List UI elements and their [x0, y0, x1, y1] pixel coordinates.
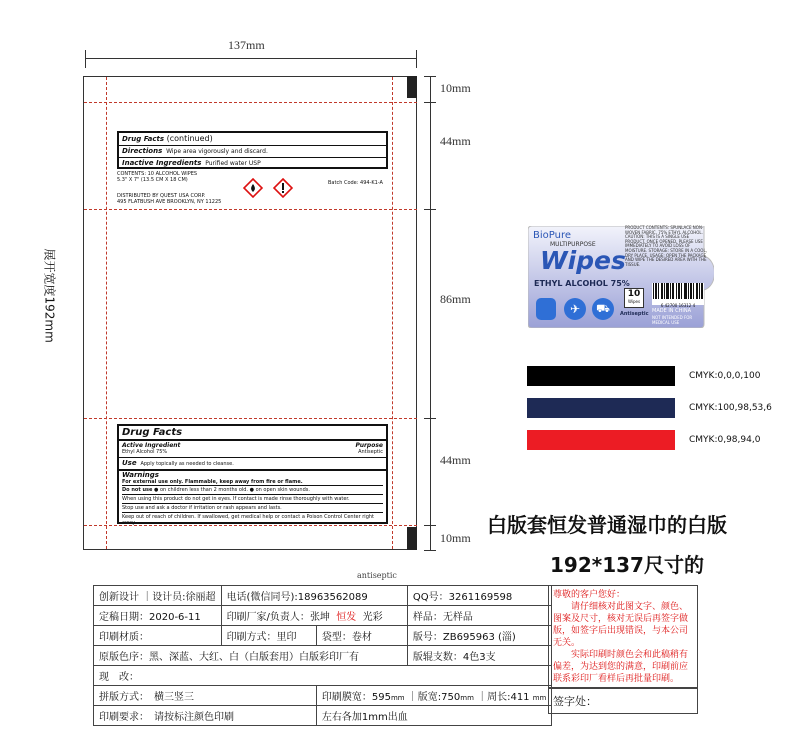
- bag-cell: [316, 626, 407, 646]
- changes-cell: [94, 666, 552, 686]
- label-not-medical: NOT INTENDED FOR MEDICAL USE: [652, 315, 693, 325]
- plane-icon: ✈: [564, 298, 586, 320]
- do-not-use-label: Do not use: [122, 487, 153, 493]
- inactive-label: Inactive Ingredients: [122, 159, 202, 167]
- requirement: 印刷要求： 请按标注颜色印刷: [99, 712, 234, 723]
- changes: 现 改：: [99, 672, 139, 683]
- active-ingredient-text: Ethyl Alcohol 75%: [122, 449, 168, 455]
- printer-label: 印刷厂家/负责人：: [226, 612, 310, 623]
- layout: 拼版方式： 横三竖三: [99, 692, 194, 703]
- spec-table: [93, 585, 552, 726]
- company-cell: 创新设计 ｜设计员:徐丽超: [94, 586, 222, 606]
- segment-tick: [424, 525, 436, 526]
- swatch-label: CMYK:0,98,94,0: [689, 435, 761, 445]
- label-subtitle: MULTIPURPOSE: [550, 241, 596, 248]
- inactive-row: [119, 158, 386, 169]
- plate-cell: [407, 626, 551, 646]
- drug-facts-continued-box: [117, 131, 388, 169]
- printer-name: 张坤: [309, 612, 330, 623]
- dim-tick-right: [416, 50, 417, 68]
- phone: 电话(微信同号):18963562089: [226, 592, 368, 603]
- barcode-number: 6 42700 16312 4: [660, 303, 696, 308]
- fold-line-left: [106, 77, 107, 549]
- swatch-red: [527, 430, 675, 450]
- warnings-section: [119, 471, 386, 527]
- notice-body: 请仔细核对此图文字、颜色、图案及尺寸，核对无误后再签字做版，如签字后出现错误，与本公司无关。: [553, 602, 689, 648]
- distributor-address: 495 FLATBUSH AVE BROOKLYN, NY 11225: [117, 199, 222, 205]
- segment-tick: [424, 209, 436, 210]
- swatch-label: CMYK:100,98,53,6: [689, 403, 772, 413]
- label-antiseptic: Antiseptic: [620, 311, 649, 317]
- color-order: 原版色序：黑、深蓝、大红、白（白版套用）白版彩印厂有: [99, 652, 359, 663]
- drug-facts-heading: Drug Facts: [119, 426, 386, 441]
- segment-tick: [424, 102, 436, 103]
- cart-icon: ⛟: [592, 298, 614, 320]
- distributor-block: [117, 193, 221, 205]
- unit: mm: [532, 694, 547, 702]
- sample-cell: [407, 606, 551, 626]
- use-label: Use: [122, 459, 137, 467]
- width-dimension-line: [85, 58, 416, 59]
- count-number: 10: [627, 289, 641, 299]
- warning-hazard-icon: [273, 178, 293, 198]
- fold-line-right: [392, 77, 393, 549]
- barcode: [652, 283, 704, 308]
- spec-row: [94, 646, 552, 666]
- spec-row: [94, 666, 552, 686]
- when-using-text: When using this product do not get in eyes. If contact is made rinse thoroughly with water.: [122, 495, 383, 504]
- active-ingredient-label: Active Ingredient: [122, 442, 181, 449]
- material: 印刷材质：: [99, 632, 149, 643]
- layout-cell: [94, 686, 317, 706]
- keep-out-text: Keep out of reach of children. If swallowed, get medical help or contact a Poison Control Center right away.: [122, 514, 375, 526]
- label-preview: [528, 226, 714, 328]
- spec-row: [94, 606, 552, 626]
- label-side-text: PRODUCT CONTENTS: SPUNLACE NON-WOVEN FABRIC, 75% ETHYL ALCOHOL. CAUTION: THIS IS A SINGLE USE PRODUCT. ONCE OPENED, PLEASE USE IMMEDIATELY TO AVOID LOSS OF MOISTURE. STORAGE: STORE IN A COOL, DRY PLACE. USAGE: OPEN THE PACKAGE AND WIPE THE DESIRED AREA WITH THE TISSUE.: [625, 225, 707, 267]
- barcode-icon: [652, 283, 704, 299]
- printer-cell: [221, 606, 407, 626]
- swatch-black: [527, 366, 675, 386]
- count-unit: Wipes: [627, 299, 641, 304]
- segment-tick: [424, 418, 436, 419]
- bag-type: 袋型：卷材: [321, 632, 372, 643]
- spec-row: [94, 626, 552, 646]
- directions-label: Directions: [122, 147, 163, 155]
- date-cell: [94, 606, 222, 626]
- segment-tick: [424, 76, 436, 77]
- segment-label: 44mm: [440, 453, 471, 467]
- contents-line: CONTENTS: 10 ALCOHOL WIPES: [117, 171, 198, 177]
- notice-body: 实际印刷时颜色会和此稿稍有偏差，为达到您的满意，印刷前应联系彩印厂看样后再批量印刷。: [553, 650, 689, 684]
- qq: QQ号：3261169598: [412, 592, 513, 603]
- heading-line-1: 白版套恒发普通湿巾的白版: [487, 513, 727, 537]
- contents-size: 5.3" X 7" (13.5 CM X 18 CM): [117, 177, 188, 183]
- segment-tick: [424, 550, 436, 551]
- method-cell: [221, 626, 316, 646]
- label-brand: BioPure: [533, 230, 571, 241]
- directions-text: Wipe area vigorously and discard.: [166, 148, 268, 155]
- stop-use-text: Stop use and ask a doctor if irritation or rash appears and lasts.: [122, 504, 383, 513]
- plate-count: 版辊支数：4色3支: [412, 652, 496, 663]
- drug-facts-suffix: (continued): [166, 134, 213, 143]
- flammable-hazard-icon: [243, 178, 263, 198]
- date: 定稿日期：2020-6-11: [99, 612, 201, 623]
- seal-line-top: [84, 102, 417, 103]
- label-alcohol: ETHYL ALCOHOL 75%: [534, 279, 630, 288]
- spec-row: [94, 686, 552, 706]
- do-not-use-row: Do not use ● on children less than 2 months old. ● on open skin wounds.: [122, 486, 383, 495]
- distributor-line: DISTRIBUTED BY QUEST USA CORP.: [117, 193, 206, 199]
- customer-notice: [548, 585, 698, 688]
- section-line-1: [84, 209, 417, 210]
- company: 创新设计: [99, 592, 139, 603]
- batch-code: Batch Code: 494-K1-A: [328, 180, 383, 186]
- swatch-navy: [527, 398, 675, 418]
- segment-dimension-line: [430, 76, 431, 550]
- bleed: 左右各加1mm出血: [321, 712, 408, 723]
- printer-red: 恒发: [336, 612, 357, 623]
- phone-icon: [536, 298, 556, 320]
- corner-mark-bottom: [407, 527, 417, 550]
- qq-cell: [407, 586, 551, 606]
- spec-row: [94, 586, 552, 606]
- perimeter-label: 周长:: [487, 692, 511, 703]
- signature-label: 签字处：: [553, 695, 597, 708]
- drug-facts-title: Drug Facts: [122, 135, 165, 143]
- width-dimension-label: 137mm: [228, 38, 265, 52]
- plate-count-cell: [407, 646, 551, 666]
- use-text: Apply topically as needed to cleanse.: [140, 461, 234, 467]
- perimeter: 411: [510, 692, 530, 703]
- signature-box[interactable]: [548, 688, 698, 714]
- purpose-text: Antiseptic: [358, 449, 383, 455]
- dim-tick-left: [85, 50, 86, 68]
- warning-external: For external use only. Flammable, keep away from fire or flame.: [122, 479, 383, 486]
- width-cell: 印刷膜宽：595mm ｜版宽:750mm ｜周长:411 mm: [316, 686, 552, 706]
- heading-line-2: 192*137尺寸的: [550, 553, 704, 577]
- directions-row: [119, 146, 386, 158]
- unfolded-width-label: 展开宽度192mm: [42, 248, 57, 343]
- use-row: [119, 458, 386, 471]
- notice-title: 尊敬的客户您好：: [553, 590, 626, 600]
- corner-mark-top: [407, 76, 417, 98]
- designer: 设计员:徐丽超: [152, 592, 216, 603]
- plate-no: 版号：ZB695963 (淄): [412, 632, 516, 643]
- sample: 样品：无样品: [412, 612, 473, 623]
- do-not-use-item: on children less than 2 months old.: [159, 487, 249, 493]
- active-ingredient-row: [119, 441, 386, 458]
- plate-width: 750: [441, 692, 461, 703]
- printer-suffix: 光彩: [362, 612, 383, 623]
- film-width: 595: [371, 692, 391, 703]
- bleed-cell: [316, 706, 552, 726]
- phone-cell: [221, 586, 407, 606]
- count-badge: [624, 288, 644, 308]
- unit: mm: [460, 694, 474, 702]
- segment-label: 10mm: [440, 531, 471, 545]
- do-not-use-item: on open skin wounds.: [255, 487, 310, 493]
- segment-label: 10mm: [440, 81, 471, 95]
- antiseptic-caption: antiseptic: [357, 571, 397, 580]
- warnings-label: Warnings: [122, 471, 159, 479]
- spec-row: [94, 706, 552, 726]
- segment-label: 44mm: [440, 134, 471, 148]
- inactive-text: Purified water USP: [205, 160, 261, 167]
- method: 印刷方式：里印: [226, 632, 297, 643]
- film-width-label: 印刷膜宽：: [321, 692, 372, 703]
- purpose-label: Purpose: [355, 442, 383, 449]
- requirement-cell: [94, 706, 317, 726]
- unit: mm: [390, 694, 405, 702]
- drug-facts-continued-title: [119, 133, 386, 146]
- colors-cell: [94, 646, 408, 666]
- label-product: Wipes: [540, 246, 626, 275]
- material-cell: [94, 626, 222, 646]
- swatch-label: CMYK:0,0,0,100: [689, 371, 761, 381]
- contents-block: [117, 171, 197, 183]
- plate-width-label: 版宽:: [417, 692, 442, 703]
- drug-facts-box: [117, 424, 388, 524]
- label-made-in: MADE IN CHINA: [652, 308, 692, 314]
- segment-label: 86mm: [440, 292, 471, 306]
- section-line-2: [84, 418, 417, 419]
